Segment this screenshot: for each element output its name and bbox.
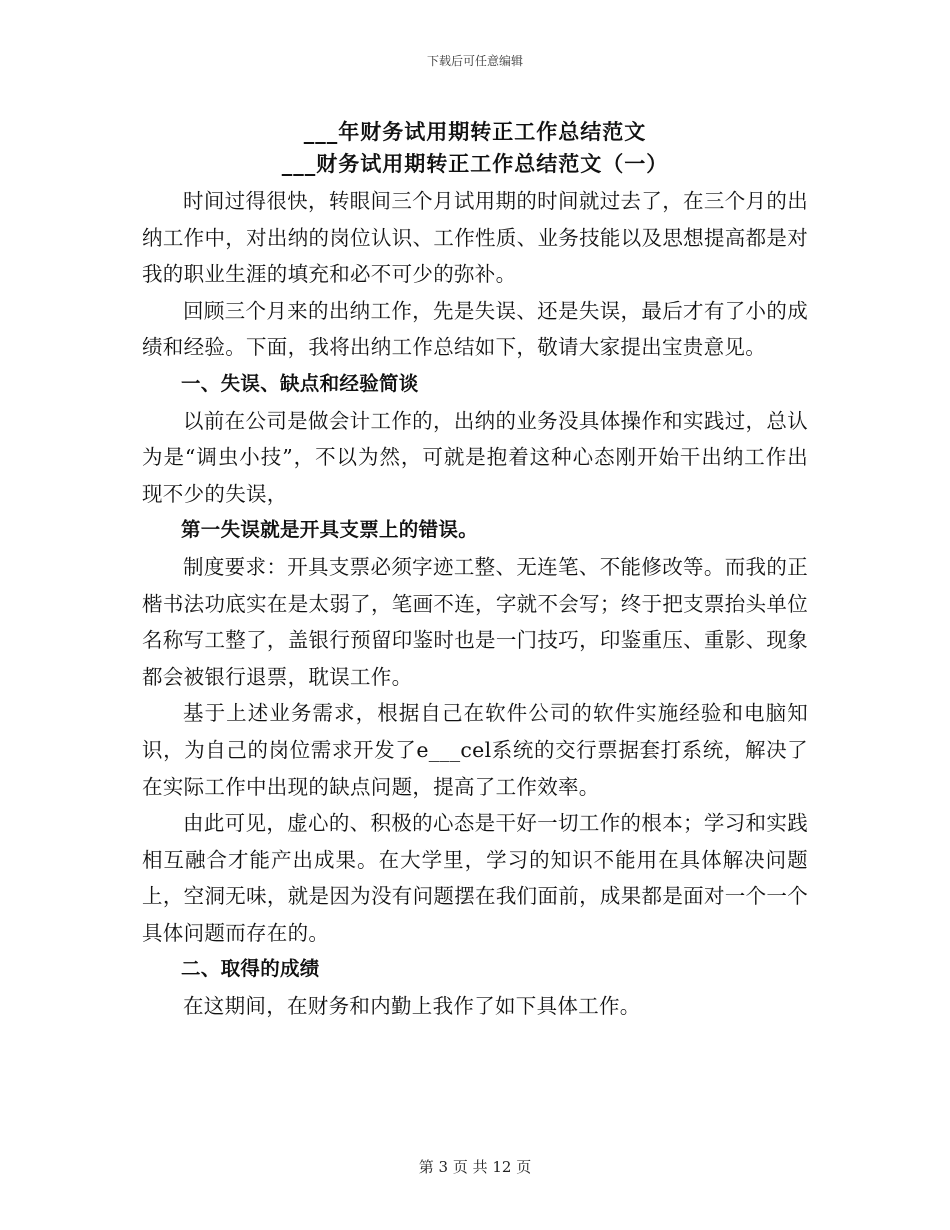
document-body xyxy=(142,183,808,1025)
body-paragraph: 由此可见，虚心的、积极的心态是干好一切工作的根本；学习和实践相互融合才能产出成果。在大学里，学习的知识不能用在具体解决问题上，空洞无味，就是因为没有问题摆在我们面前，成果都是面对一个一个具体问题而存在的。 xyxy=(142,811,808,945)
section-heading: 二、取得的成绩 xyxy=(181,957,320,981)
body-paragraph: 在这期间，在财务和内勤上我作了如下具体工作。 xyxy=(183,994,641,1019)
page-header-note: 下载后可任意编辑 xyxy=(426,54,523,68)
document-title: ___年财务试用期转正工作总结范文 xyxy=(303,120,647,144)
page-number-footer: 第 3 页 共 12 页 xyxy=(418,1158,532,1176)
section-heading: 一、失误、缺点和经验简谈 xyxy=(181,371,419,395)
body-paragraph: 以前在公司是做会计工作的，出纳的业务没具体操作和实践过，总认为是“调虫小技”，不以为然，可就是抱着这种心态刚开始干出纳工作出现不少的失误， xyxy=(142,408,808,506)
body-paragraph: 时间过得很快，转眼间三个月试用期的时间就过去了，在三个月的出纳工作中，对出纳的岗位认识、工作性质、业务技能以及思想提高都是对我的职业生涯的填充和必不可少的弥补。 xyxy=(142,189,808,287)
body-paragraph: 基于上述业务需求，根据自己在软件公司的软件实施经验和电脑知识，为自己的岗位需求开发了e___cel系统的交行票据套打系统，解决了在实际工作中出现的缺点问题，提高了工作效率。 xyxy=(142,701,808,799)
sub-heading: 第一失误就是开具支票上的错误。 xyxy=(181,518,479,542)
document-subtitle: ___财务试用期转正工作总结范文（一） xyxy=(281,152,669,176)
body-paragraph: 制度要求：开具支票必须字迹工整、无连笔、不能修改等。而我的正楷书法功底实在是太弱了，笔画不连，字就不会写；终于把支票抬头单位名称写工整了，盖银行预留印鉴时也是一门技巧，印鉴重压、重影、现象都会被银行退票，耽误工作。 xyxy=(142,554,808,689)
body-paragraph: 回顾三个月来的出纳工作，先是失误、还是失误，最后才有了小的成绩和经验。下面，我将出纳工作总结如下，敬请大家提出宝贵意见。 xyxy=(142,298,808,360)
